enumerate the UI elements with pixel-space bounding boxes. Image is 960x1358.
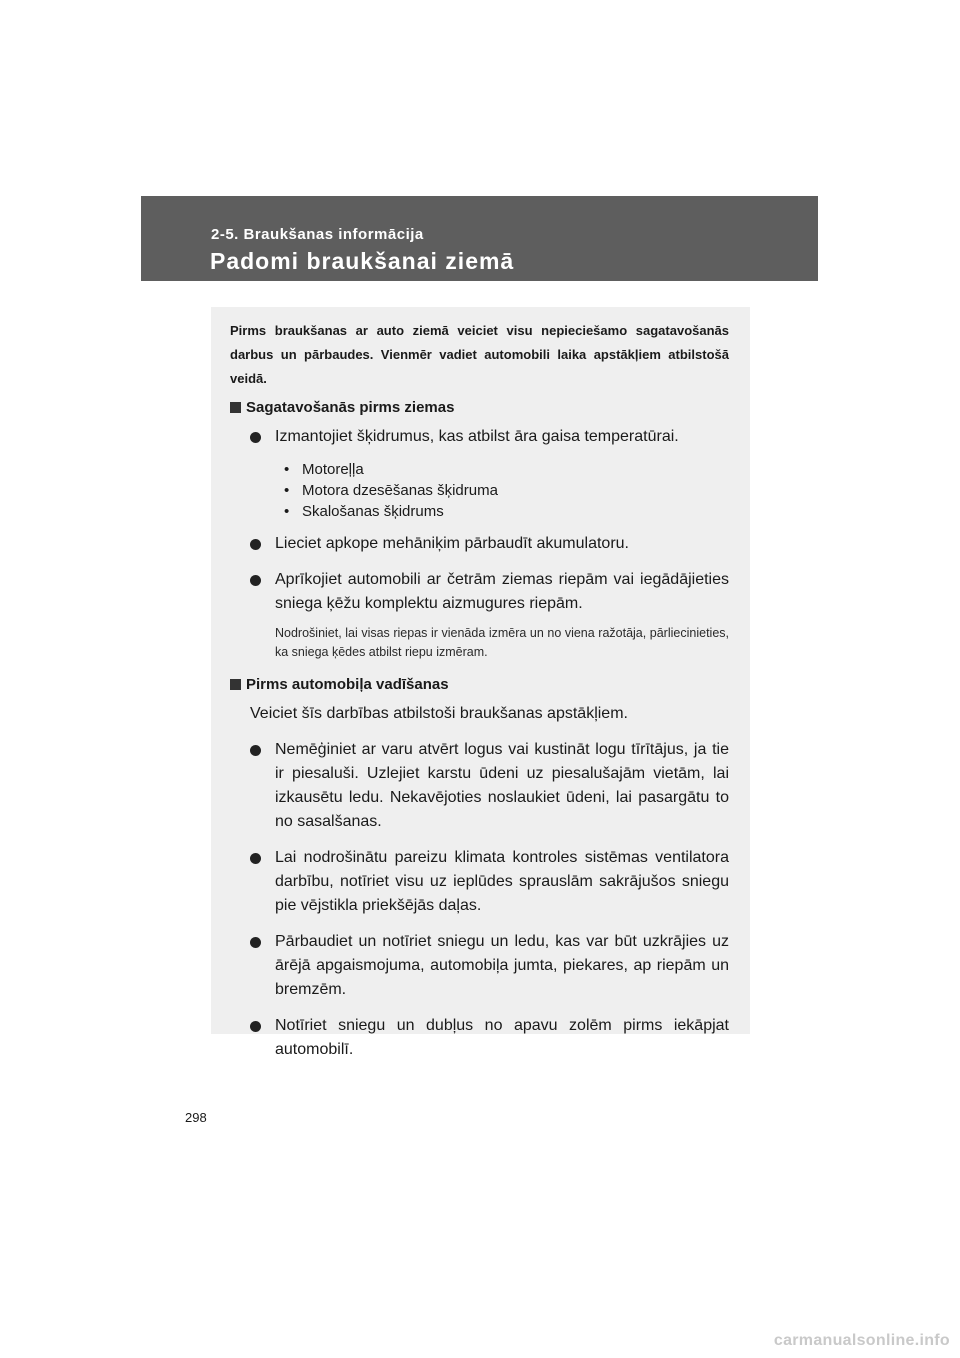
round-bullet-icon	[250, 432, 261, 443]
square-bullet-icon	[230, 679, 241, 690]
watermark: carmanualsonline.info	[773, 1332, 950, 1349]
list-item-text: Lai nodrošinātu pareizu klimata kontroles sistēmas ventilatora darbību, notīriet visu uz ieplūdes sprauslām sakrājušos sniegu pie vējstikla priekšējās daļas.	[275, 849, 729, 914]
small-bullet-icon: •	[284, 503, 290, 520]
section-heading-before-driving	[230, 674, 729, 696]
list-item	[230, 846, 729, 918]
small-bullet-icon: •	[284, 461, 290, 478]
page-title: Padomi braukšanai ziemā	[210, 248, 515, 274]
round-bullet-icon	[250, 937, 261, 948]
list-item	[230, 532, 729, 556]
section-label: 2-5. Braukšanas informācija	[211, 226, 424, 243]
list-item-text: Notīriet sniegu un dubļus no apavu zolēm pirms iekāpjat automobilī.	[275, 1017, 729, 1058]
content-box	[211, 307, 750, 1058]
note-text: Nodrošiniet, lai visas riepas ir vienāda izmēra un no viena ražotāja, pārliecinieties, ka sniega ķēdes atbilst riepu izmēram.	[275, 626, 729, 659]
list-item-text: Aprīkojiet automobili ar četrām ziemas riepām vai iegādājieties sniega ķēžu komplektu aizmugures riepām.	[275, 571, 729, 612]
round-bullet-icon	[250, 575, 261, 586]
list-item	[230, 930, 729, 1002]
intro-text: Pirms braukšanas ar auto ziemā veiciet visu nepieciešamo sagatavošanās darbus un pārbaudes. Vienmēr vadiet automobili laika apstākļiem atbilstošā veidā.	[230, 323, 729, 386]
list-item	[230, 738, 729, 834]
lead-text: Veiciet šīs darbības atbilstoši braukšanas apstākļiem.	[250, 705, 628, 722]
sublist-item: • Motoreļļa	[284, 461, 364, 478]
list-item-text: Izmantojiet šķidrumus, kas atbilst āra gaisa temperatūrai.	[275, 428, 679, 445]
list-item	[230, 425, 729, 449]
fluid-sublist	[230, 459, 729, 522]
list-item-text: Lieciet apkope mehāniķim pārbaudīt akumulatoru.	[275, 535, 629, 552]
small-bullet-icon: •	[284, 482, 290, 499]
sublist-item: • Skalošanas šķidrums	[284, 503, 444, 520]
chapter-header	[141, 196, 818, 281]
round-bullet-icon	[250, 1021, 261, 1032]
square-bullet-icon	[230, 402, 241, 413]
round-bullet-icon	[250, 853, 261, 864]
section-heading-preparation	[230, 397, 729, 419]
round-bullet-icon	[250, 745, 261, 756]
list-item-text: Nemēģiniet ar varu atvērt logus vai kustināt logu tīrītājus, ja tie ir piesaluši. Uzlejiet karstu ūdeni uz piesalušajām vietām, lai izkausētu ledu. Nekavējoties noslaukiet ūdeni, lai pasargātu to no sasalšanas.	[275, 741, 729, 830]
list-item	[230, 568, 729, 616]
section-heading-text: Pirms automobiļa vadīšanas	[246, 676, 449, 693]
round-bullet-icon	[250, 539, 261, 550]
list-item	[230, 1014, 729, 1062]
page-number: 298	[185, 1110, 207, 1125]
list-item-text: Pārbaudiet un notīriet sniegu un ledu, kas var būt uzkrājies uz ārējā apgaismojuma, automobiļa jumta, piekares, ap riepām un bremzēm.	[275, 933, 729, 998]
section-heading-text: Sagatavošanās pirms ziemas	[246, 399, 455, 416]
sublist-item: • Motora dzesēšanas šķidruma	[284, 482, 498, 499]
